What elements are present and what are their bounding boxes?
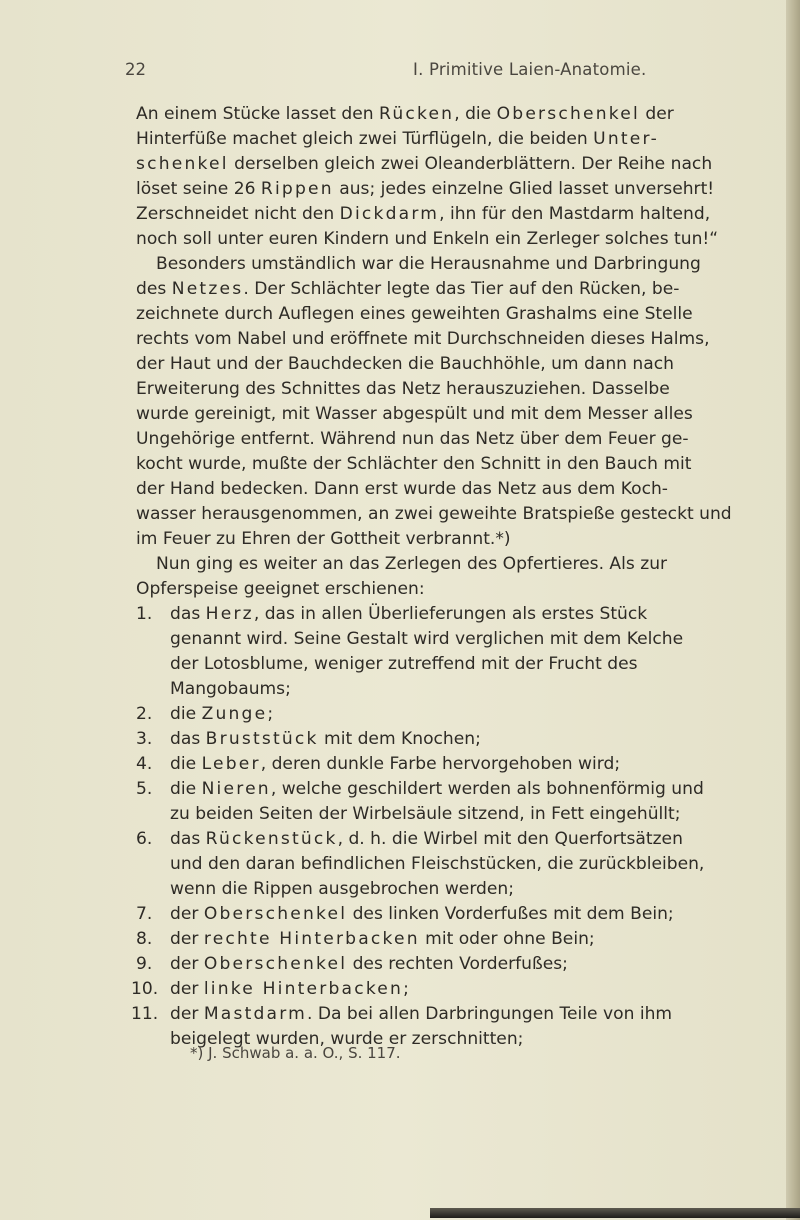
spaced-term: Mastdarm	[203, 1004, 307, 1024]
list-number: 8.	[136, 929, 153, 949]
text-line: zeichnete durch Auflegen eines geweihten Grashalms eine Stelle	[136, 304, 693, 324]
list-number: 7.	[136, 904, 153, 924]
list-item-continuation: der Lotosblume, weniger zutreffend mit der Frucht des	[170, 654, 638, 674]
list-number: 2.	[136, 704, 153, 724]
list-number: 10.	[131, 979, 159, 999]
list-item: 4. die Leber, deren dunkle Farbe hervorgehoben wird;	[136, 752, 788, 777]
spaced-term: rechte Hinterbacken	[203, 929, 420, 949]
text-line: wurde gereinigt, mit Wasser abgespült und mit dem Messer alles	[136, 404, 693, 424]
list-number: 9.	[136, 954, 153, 974]
list-number: 6.	[136, 829, 153, 849]
spaced-term: linke Hinterbacken	[203, 979, 404, 999]
list-item: 5. die Nieren, welche geschildert werden als bohnenförmig und	[136, 777, 788, 802]
text-line: Nun ging es weiter an das Zerlegen des Opfertieres. Als zur	[156, 554, 668, 574]
list-item-continuation: Mangobaums;	[170, 679, 291, 699]
text-line: der Hand bedecken. Dann erst wurde das Netz aus dem Koch-	[136, 479, 668, 499]
text-line: im Feuer zu Ehren der Gottheit verbrannt.*)	[136, 529, 511, 549]
text-line: noch soll unter euren Kindern und Enkeln ein Zerleger solches tun!“	[136, 229, 719, 249]
list-item: 11. der Mastdarm. Da bei allen Darbringungen Teile von ihm	[136, 1002, 788, 1027]
page-header	[125, 60, 785, 90]
text-line: wasser herausgenommen, an zwei geweihte Bratspieße gesteckt und	[136, 504, 732, 524]
list-item-continuation: zu beiden Seiten der Wirbelsäule sitzend, in Fett eingehüllt;	[170, 804, 681, 824]
spaced-term: schenkel	[136, 154, 229, 174]
list-number: 5.	[136, 779, 153, 799]
body-text	[131, 102, 788, 1052]
page-edge-bottom	[430, 1208, 800, 1218]
list-number: 3.	[136, 729, 153, 749]
spaced-term: Nieren	[201, 779, 271, 799]
list-item-continuation: wenn die Rippen ausgebrochen werden;	[170, 879, 515, 899]
text-line: Erweiterung des Schnittes das Netz herauszuziehen. Dasselbe	[136, 379, 670, 399]
text-line: löset seine 26 Rippen aus; jedes einzelne Glied lasset unversehrt!	[136, 179, 715, 199]
list-item: 10. der linke Hinterbacken;	[136, 977, 788, 1002]
page-number: 22	[125, 60, 146, 79]
list-item-continuation: genannt wird. Seine Gestalt wird verglichen mit dem Kelche	[170, 629, 684, 649]
list-item: 7. der Oberschenkel des linken Vorderfußes mit dem Bein;	[136, 902, 788, 927]
text-line: Zerschneidet nicht den Dickdarm, ihn für den Mastdarm haltend,	[136, 204, 711, 224]
text-line: kocht wurde, mußte der Schlächter den Schnitt in den Bauch mit	[136, 454, 692, 474]
text-line: Besonders umständlich war die Herausnahme und Darbringung	[156, 254, 701, 274]
list-item: 2. die Zunge;	[136, 702, 788, 727]
list-number: 11.	[131, 1004, 159, 1024]
list-item-continuation: beigelegt wurden, wurde er zerschnitten;	[170, 1029, 524, 1049]
text-line: rechts vom Nabel und eröffnete mit Durchschneiden dieses Halms,	[136, 329, 710, 349]
spaced-term: Zunge	[201, 704, 268, 724]
spaced-term: Rückenstück	[205, 829, 338, 849]
list-item-continuation: und den daran befindlichen Fleischstücken, die zurückbleiben,	[170, 854, 705, 874]
running-head: I. Primitive Laien-Anatomie.	[413, 60, 647, 79]
list-item: 1. das Herz, das in allen Überlieferungen als erstes Stück	[136, 602, 788, 627]
page-edge-right	[786, 0, 800, 1220]
text-line: Hinterfüße machet gleich zwei Türflügeln, die beiden Unter-	[136, 129, 659, 149]
text-line: Ungehörige entfernt. Während nun das Netz über dem Feuer ge-	[136, 429, 689, 449]
spaced-term: Oberschenkel	[203, 904, 348, 924]
offering-list	[131, 602, 788, 1052]
spaced-term: Bruststück	[205, 729, 319, 749]
footnote: *) J. Schwab a. a. O., S. 117.	[190, 1044, 401, 1062]
list-item: 3. das Bruststück mit dem Knochen;	[136, 727, 788, 752]
spaced-term: Rippen	[260, 179, 334, 199]
spaced-term: Herz	[205, 604, 254, 624]
list-number: 4.	[136, 754, 153, 774]
spaced-term: Unter-	[593, 129, 659, 149]
list-item: 9. der Oberschenkel des rechten Vorderfußes;	[136, 952, 788, 977]
spaced-term: Oberschenkel	[496, 104, 640, 124]
text-line: Opferspeise geeignet erschienen:	[136, 579, 425, 599]
text-line: des Netzes. Der Schlächter legte das Tier auf den Rücken, be-	[136, 279, 680, 299]
text-line: der Haut und der Bauchdecken die Bauchhöhle, um dann nach	[136, 354, 674, 374]
list-item: 8. der rechte Hinterbacken mit oder ohne Bein;	[136, 927, 788, 952]
text-line: schenkel derselben gleich zwei Oleanderblättern. Der Reihe nach	[136, 154, 713, 174]
spaced-term: Dickdarm	[339, 204, 440, 224]
text-line: An einem Stücke lasset den Rücken, die Oberschenkel der	[136, 104, 674, 124]
spaced-term: Netzes	[171, 279, 244, 299]
spaced-term: Leber	[201, 754, 261, 774]
list-item: 6. das Rückenstück, d. h. die Wirbel mit den Querfortsätzen	[136, 827, 788, 852]
spaced-term: Oberschenkel	[203, 954, 348, 974]
list-number: 1.	[136, 604, 153, 624]
spaced-term: Rücken	[379, 104, 455, 124]
